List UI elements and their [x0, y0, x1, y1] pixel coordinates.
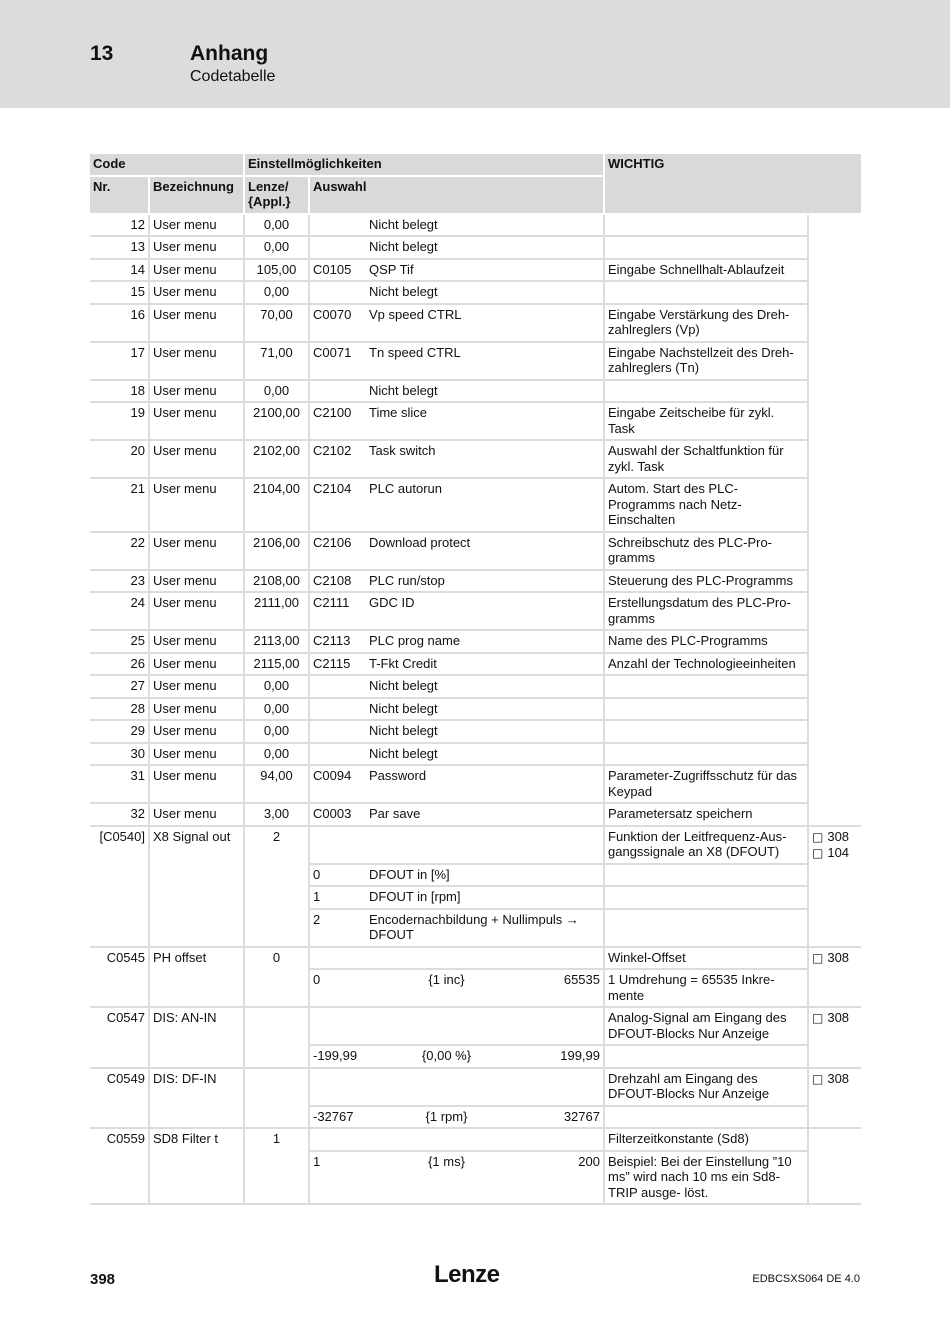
lenze-value: 3,00	[245, 804, 310, 827]
book-icon: □	[812, 829, 824, 844]
code-nr: C0545	[90, 948, 150, 1009]
reference-cell	[809, 237, 861, 260]
code-nr: C0559	[90, 1129, 150, 1205]
code-name: User menu	[150, 571, 245, 594]
page-reference	[812, 1071, 858, 1088]
table-row	[90, 403, 861, 441]
lenze-value: 0,00	[245, 744, 310, 767]
lenze-value: 2115,00	[245, 654, 310, 677]
table-row	[90, 441, 861, 479]
code-nr: 17	[90, 343, 150, 381]
book-icon: □	[812, 950, 824, 965]
reference-cell	[809, 260, 861, 283]
page-reference	[812, 1010, 858, 1027]
table-row	[90, 237, 861, 260]
table-row	[90, 1069, 861, 1107]
table-body	[90, 215, 861, 1206]
important-text: Schreibschutz des PLC-Pro- gramms	[605, 533, 809, 571]
lenze-value: 2100,00	[245, 403, 310, 441]
selection-text: PLC prog name	[366, 631, 605, 654]
range-max: 32767	[563, 1108, 600, 1124]
code-name: DIS: AN-IN	[150, 1008, 245, 1069]
selection-text: PLC run/stop	[366, 571, 605, 594]
important-text	[605, 676, 809, 699]
table-row	[90, 948, 861, 971]
code-name: User menu	[150, 237, 245, 260]
reference-cell	[809, 305, 861, 343]
range-values	[313, 1109, 600, 1125]
selection-text: QSP Tif	[366, 260, 605, 283]
option-info	[605, 887, 809, 910]
code-nr: 21	[90, 479, 150, 533]
important-text	[605, 721, 809, 744]
value-range	[310, 1152, 605, 1206]
lenze-value: 0,00	[245, 381, 310, 404]
reference-cell	[809, 804, 861, 827]
selection-text: Time slice	[366, 403, 605, 441]
code-nr: 25	[90, 631, 150, 654]
code-nr: 24	[90, 593, 150, 631]
option-text: DFOUT in [rpm]	[366, 887, 605, 910]
linked-code: C2100	[310, 403, 366, 441]
lenze-value	[245, 1069, 310, 1130]
important-text: Winkel-Offset	[605, 948, 809, 971]
lenze-value: 2104,00	[245, 479, 310, 533]
code-name: User menu	[150, 260, 245, 283]
range-min: -199,99	[313, 1048, 358, 1063]
important-text: Parameter-Zugriffsschutz für das Keypad	[605, 766, 809, 804]
important-text: Eingabe Verstärkung des Dreh- zahlreglers (Vp)	[605, 305, 809, 343]
value-range	[310, 1046, 605, 1069]
code-nr: 14	[90, 260, 150, 283]
code-name: User menu	[150, 804, 245, 827]
selection-text: PLC autorun	[366, 479, 605, 533]
selection-text: Nicht belegt	[366, 381, 605, 404]
code-nr: 23	[90, 571, 150, 594]
range-info: 1 Umdrehung = 65535 Inkre- mente	[605, 970, 809, 1008]
lenze-value	[245, 1008, 310, 1069]
range-unit: {1 rpm}	[425, 1108, 468, 1124]
selection-text: Nicht belegt	[366, 215, 605, 238]
table-row	[90, 827, 861, 865]
range-min: 0	[313, 972, 321, 987]
reference-page: 308	[827, 1070, 850, 1086]
lenze-value: 94,00	[245, 766, 310, 804]
code-name: DIS: DF-IN	[150, 1069, 245, 1130]
reference-cell	[809, 571, 861, 594]
option-info	[605, 865, 809, 888]
linked-code	[310, 699, 366, 722]
important-text	[605, 215, 809, 238]
reference-cell	[809, 948, 861, 1009]
reference-cell	[809, 631, 861, 654]
code-nr: 26	[90, 654, 150, 677]
reference-cell	[809, 403, 861, 441]
chapter-number: 13	[90, 42, 114, 65]
option-value: 2	[310, 910, 366, 948]
range-min: -32767	[313, 1108, 354, 1124]
selection-empty	[310, 1008, 605, 1046]
linked-code: C2106	[310, 533, 366, 571]
code-nr: 29	[90, 721, 150, 744]
important-text: Auswahl der Schaltfunktion für zykl. Task	[605, 441, 809, 479]
linked-code: C0003	[310, 804, 366, 827]
code-nr: 18	[90, 381, 150, 404]
reference-cell	[809, 744, 861, 767]
important-text: Autom. Start des PLC-Programms nach Netz-Einschalten	[605, 479, 809, 533]
code-name: User menu	[150, 479, 245, 533]
linked-code	[310, 237, 366, 260]
important-text	[605, 237, 809, 260]
reference-cell	[809, 1129, 861, 1205]
lenze-value: 2106,00	[245, 533, 310, 571]
lenze-value: 2113,00	[245, 631, 310, 654]
selection-empty	[310, 1069, 605, 1107]
table-row	[90, 533, 861, 571]
table-row	[90, 215, 861, 238]
reference-cell	[809, 766, 861, 804]
header-code: Code	[90, 154, 245, 177]
code-nr: 13	[90, 237, 150, 260]
code-name: User menu	[150, 533, 245, 571]
chapter-title: Anhang	[190, 42, 269, 65]
header-selection: Auswahl	[310, 177, 605, 215]
linked-code: C2111	[310, 593, 366, 631]
table-row	[90, 381, 861, 404]
selection-empty	[310, 827, 605, 865]
header-important: WICHTIG	[605, 154, 861, 215]
table-row	[90, 1129, 861, 1152]
book-icon: □	[812, 1071, 824, 1086]
important-text: Steuerung des PLC-Programms	[605, 571, 809, 594]
range-max: 200	[578, 1153, 600, 1169]
header-settings: Einstellmöglichkeiten	[245, 154, 605, 177]
reference-cell	[809, 282, 861, 305]
important-text: Drehzahl am Eingang des DFOUT-Blocks Nur Anzeige	[605, 1069, 809, 1107]
important-text: Name des PLC-Programms	[605, 631, 809, 654]
important-text: Funktion der Leitfrequenz-Aus- gangssignale an X8 (DFOUT)	[605, 827, 809, 865]
selection-text: Nicht belegt	[366, 237, 605, 260]
table-row	[90, 282, 861, 305]
code-table	[90, 154, 861, 1205]
reference-cell	[809, 593, 861, 631]
chapter-subtitle: Codetabelle	[190, 68, 276, 85]
table-row	[90, 1008, 861, 1046]
reference-cell	[809, 441, 861, 479]
table-row	[90, 260, 861, 283]
reference-cell	[809, 676, 861, 699]
value-range	[310, 1107, 605, 1130]
reference-cell	[809, 479, 861, 533]
option-value: 0	[310, 865, 366, 888]
option-text: DFOUT in [%]	[366, 865, 605, 888]
table-row	[90, 631, 861, 654]
code-name: PH offset	[150, 948, 245, 1009]
selection-text: Nicht belegt	[366, 282, 605, 305]
range-unit: {0,00 %}	[421, 1048, 472, 1063]
important-text: Eingabe Schnellhalt-Ablaufzeit	[605, 260, 809, 283]
reference-page: 308	[827, 828, 850, 844]
lenze-value: 0	[245, 948, 310, 1009]
important-text: Filterzeitkonstante (Sd8)	[605, 1129, 809, 1152]
header-nr: Nr.	[90, 177, 150, 215]
selection-text: Nicht belegt	[366, 676, 605, 699]
code-nr: 19	[90, 403, 150, 441]
range-unit: {1 ms}	[428, 1153, 465, 1169]
code-name: User menu	[150, 654, 245, 677]
selection-empty	[310, 948, 605, 971]
linked-code: C0070	[310, 305, 366, 343]
code-name: User menu	[150, 676, 245, 699]
table-row	[90, 804, 861, 827]
selection-text: Nicht belegt	[366, 744, 605, 767]
selection-empty	[310, 1129, 605, 1152]
selection-text: Nicht belegt	[366, 721, 605, 744]
selection-text: Task switch	[366, 441, 605, 479]
table-row	[90, 721, 861, 744]
range-values	[313, 972, 600, 988]
code-name: User menu	[150, 744, 245, 767]
reference-page: 104	[827, 845, 850, 860]
range-info	[605, 1046, 809, 1069]
range-info	[605, 1107, 809, 1130]
lenze-value: 105,00	[245, 260, 310, 283]
lenze-value: 1	[245, 1129, 310, 1205]
range-unit: {1 inc}	[428, 972, 465, 987]
table-row	[90, 744, 861, 767]
important-text	[605, 282, 809, 305]
page-reference	[812, 845, 858, 862]
selection-text: GDC ID	[366, 593, 605, 631]
code-name: X8 Signal out	[150, 827, 245, 948]
important-text: Parametersatz speichern	[605, 804, 809, 827]
reference-cell	[809, 721, 861, 744]
range-info: Beispiel: Bei der Einstellung ”10 ms” wird nach 10 ms ein Sd8-TRIP ausge- löst.	[605, 1152, 809, 1206]
code-name: User menu	[150, 631, 245, 654]
range-min: 1	[313, 1153, 321, 1169]
code-nr: 20	[90, 441, 150, 479]
code-nr: C0549	[90, 1069, 150, 1130]
lenze-value: 0,00	[245, 237, 310, 260]
code-nr: 27	[90, 676, 150, 699]
reference-cell	[809, 699, 861, 722]
code-nr: 12	[90, 215, 150, 238]
table-row	[90, 766, 861, 804]
code-name: User menu	[150, 593, 245, 631]
reference-cell	[809, 1008, 861, 1069]
reference-cell	[809, 381, 861, 404]
lenze-value: 2111,00	[245, 593, 310, 631]
range-values	[313, 1048, 600, 1064]
reference-cell	[809, 533, 861, 571]
page-number: 398	[90, 1271, 116, 1288]
important-text: Analog-Signal am Eingang des DFOUT-Blocks Nur Anzeige	[605, 1008, 809, 1046]
code-nr: 15	[90, 282, 150, 305]
important-text: Eingabe Zeitscheibe für zykl. Task	[605, 403, 809, 441]
code-name: User menu	[150, 699, 245, 722]
code-nr: [C0540]	[90, 827, 150, 948]
code-name: User menu	[150, 441, 245, 479]
linked-code	[310, 282, 366, 305]
lenze-value: 71,00	[245, 343, 310, 381]
code-nr: 16	[90, 305, 150, 343]
linked-code: C2104	[310, 479, 366, 533]
table-row	[90, 654, 861, 677]
selection-text: Tn speed CTRL	[366, 343, 605, 381]
lenze-value: 2	[245, 827, 310, 948]
page-reference	[812, 829, 858, 846]
table-row	[90, 699, 861, 722]
table-row	[90, 479, 861, 533]
important-text	[605, 699, 809, 722]
option-value: 1	[310, 887, 366, 910]
lenze-logo: Lenze	[434, 1261, 500, 1288]
chapter-header-band	[0, 0, 950, 108]
linked-code: C2102	[310, 441, 366, 479]
range-values	[313, 1154, 600, 1170]
reference-cell	[809, 1069, 861, 1130]
code-name: User menu	[150, 343, 245, 381]
linked-code: C2113	[310, 631, 366, 654]
linked-code: C2108	[310, 571, 366, 594]
code-nr: C0547	[90, 1008, 150, 1069]
table-row	[90, 305, 861, 343]
reference-cell	[809, 215, 861, 238]
page-reference	[812, 950, 858, 967]
important-text	[605, 381, 809, 404]
table-row	[90, 676, 861, 699]
lenze-value: 2108,00	[245, 571, 310, 594]
important-text: Anzahl der Technologieeinheiten	[605, 654, 809, 677]
reference-page: 308	[827, 1010, 850, 1025]
selection-text: Download protect	[366, 533, 605, 571]
code-name: User menu	[150, 305, 245, 343]
table-row	[90, 343, 861, 381]
reference-cell	[809, 654, 861, 677]
code-name: User menu	[150, 381, 245, 404]
header-lenze: Lenze/ {Appl.}	[245, 177, 310, 215]
lenze-value: 2102,00	[245, 441, 310, 479]
option-info	[605, 910, 809, 948]
linked-code	[310, 215, 366, 238]
range-max: 65535	[563, 972, 600, 987]
lenze-value: 0,00	[245, 676, 310, 699]
selection-text: T-Fkt Credit	[366, 654, 605, 677]
book-icon: □	[812, 846, 824, 860]
linked-code	[310, 676, 366, 699]
book-icon: □	[812, 1011, 824, 1025]
selection-text: Vp speed CTRL	[366, 305, 605, 343]
lenze-value: 0,00	[245, 215, 310, 238]
selection-text: Par save	[366, 804, 605, 827]
document-id: EDBCSXS064 DE 4.0	[752, 1273, 860, 1285]
header-name: Bezeichnung	[150, 177, 245, 215]
linked-code	[310, 721, 366, 744]
code-name: User menu	[150, 766, 245, 804]
linked-code: C2115	[310, 654, 366, 677]
code-name: SD8 Filter t	[150, 1129, 245, 1205]
code-nr: 28	[90, 699, 150, 722]
selection-text: Nicht belegt	[366, 699, 605, 722]
code-nr: 32	[90, 804, 150, 827]
important-text	[605, 744, 809, 767]
lenze-value: 0,00	[245, 699, 310, 722]
lenze-value: 0,00	[245, 721, 310, 744]
important-text: Erstellungsdatum des PLC-Pro- gramms	[605, 593, 809, 631]
code-name: User menu	[150, 721, 245, 744]
reference-page: 308	[827, 949, 850, 965]
reference-cell	[809, 827, 861, 948]
range-max: 199,99	[560, 1048, 600, 1063]
table-row	[90, 593, 861, 631]
lenze-value: 70,00	[245, 305, 310, 343]
linked-code	[310, 381, 366, 404]
code-name: User menu	[150, 282, 245, 305]
code-name: User menu	[150, 403, 245, 441]
selection-text: Password	[366, 766, 605, 804]
linked-code: C0071	[310, 343, 366, 381]
lenze-value: 0,00	[245, 282, 310, 305]
reference-cell	[809, 343, 861, 381]
code-nr: 30	[90, 744, 150, 767]
linked-code	[310, 744, 366, 767]
linked-code: C0094	[310, 766, 366, 804]
value-range	[310, 970, 605, 1008]
code-nr: 22	[90, 533, 150, 571]
code-nr: 31	[90, 766, 150, 804]
option-text: Encodernachbildung + Nullimpuls → DFOUT	[366, 910, 605, 948]
table-row	[90, 571, 861, 594]
code-name: User menu	[150, 215, 245, 238]
important-text: Eingabe Nachstellzeit des Dreh- zahlreglers (Tn)	[605, 343, 809, 381]
linked-code: C0105	[310, 260, 366, 283]
